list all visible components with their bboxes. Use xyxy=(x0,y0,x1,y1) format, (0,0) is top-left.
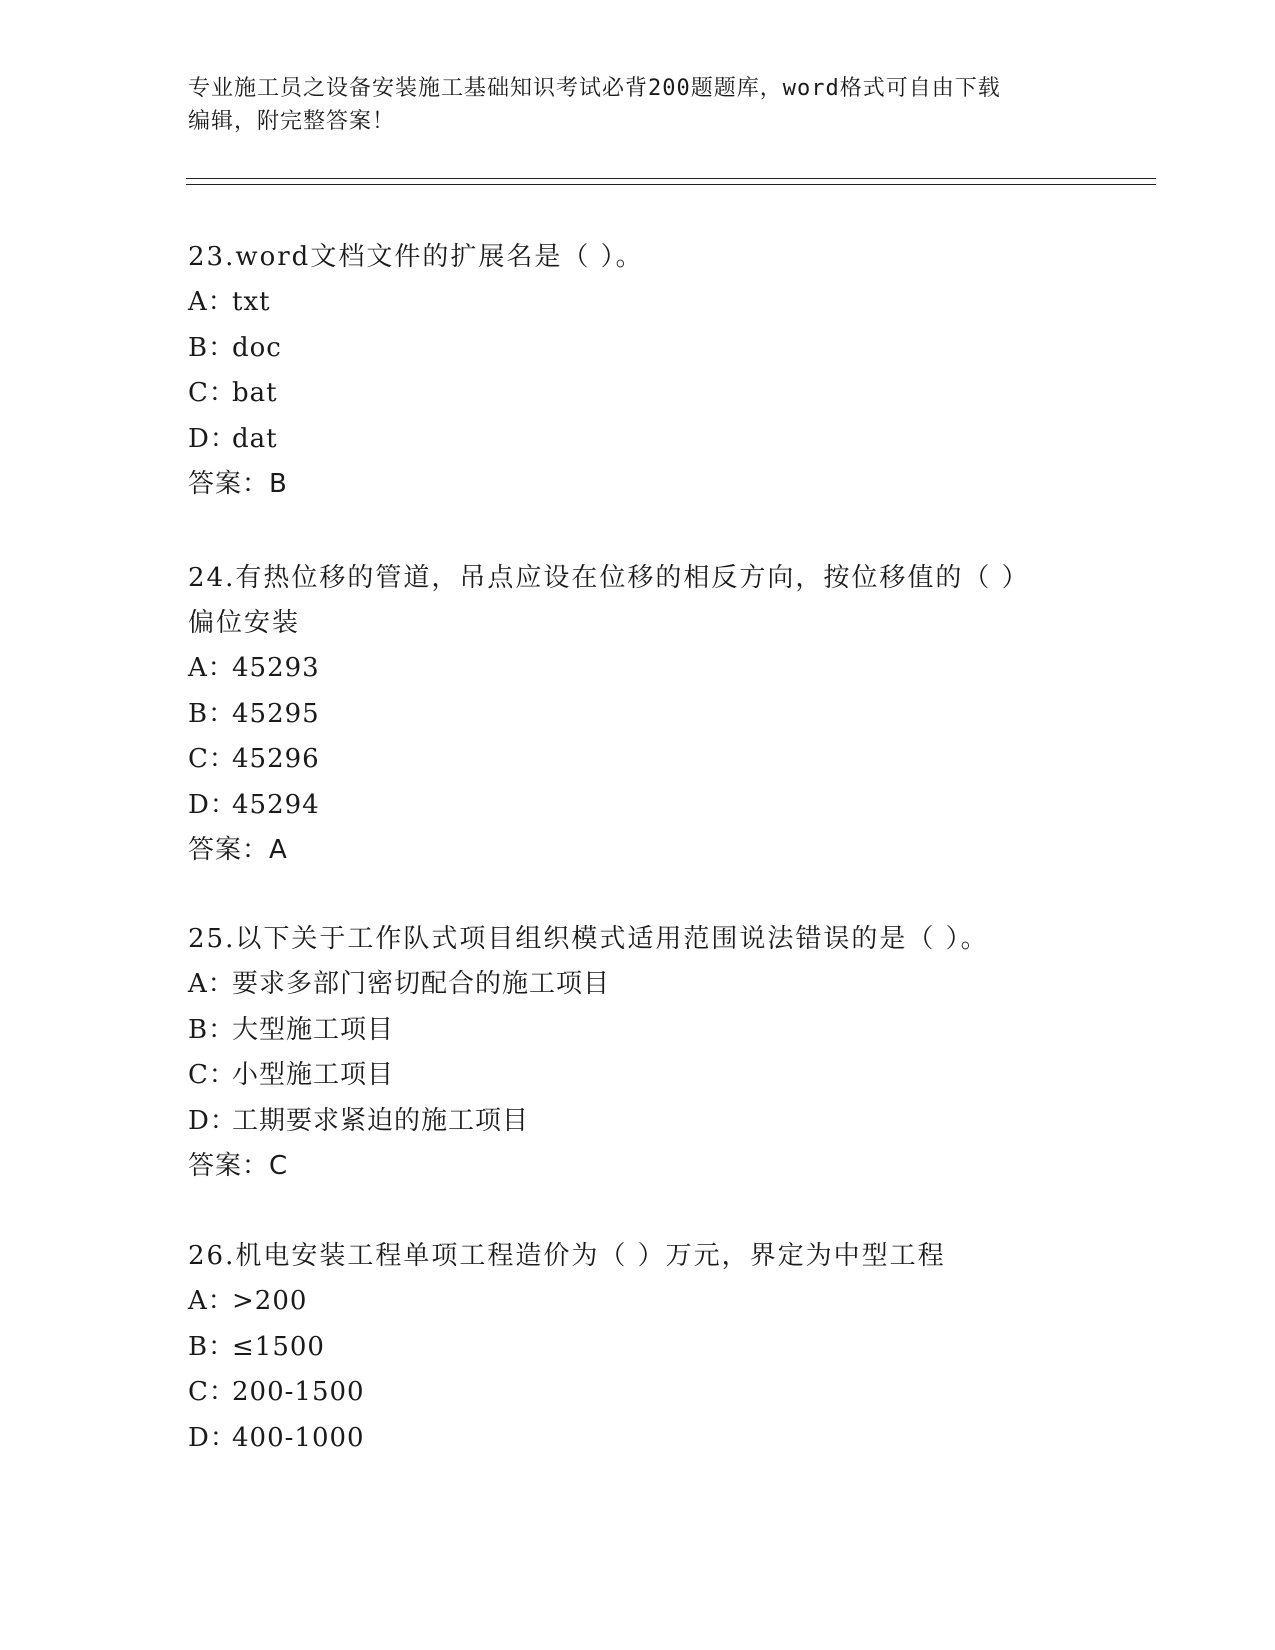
option-text: 45293 xyxy=(232,653,320,683)
question-title: 23.word文档文件的扩展名是（ ）。 xyxy=(188,242,644,272)
header-divider-bottom xyxy=(186,184,1156,185)
option-text: ≤1500 xyxy=(232,1331,325,1362)
option-d xyxy=(188,783,1088,829)
option-text: 小型施工项目 xyxy=(232,1060,395,1090)
option-c xyxy=(188,1053,1088,1099)
option-text: 大型施工项目 xyxy=(232,1014,395,1045)
header-line-1: 专业施工员之设备安装施工基础知识考试必背200题题库，word格式可自由下载 xyxy=(188,76,1001,101)
option-b xyxy=(188,326,1088,372)
question-25 xyxy=(188,917,1088,1188)
option-key: D： xyxy=(188,1422,237,1453)
option-key: A： xyxy=(188,287,235,317)
option-text: doc xyxy=(232,332,282,363)
answer-line: 答案：C xyxy=(188,1151,289,1181)
option-a xyxy=(188,1279,1088,1325)
option-key: B： xyxy=(188,698,236,729)
option-b xyxy=(188,692,1088,738)
option-c xyxy=(188,371,1088,417)
option-text: 45296 xyxy=(232,744,320,774)
question-23 xyxy=(188,235,1088,506)
question-title: 26.机电安装工程单项工程造价为（ ）万元，界定为中型工程 xyxy=(188,1241,946,1271)
option-a xyxy=(188,646,1088,692)
option-b xyxy=(188,1325,1088,1371)
option-key: D： xyxy=(188,789,237,820)
option-a xyxy=(188,280,1088,326)
option-key: C： xyxy=(188,378,236,408)
option-text: 要求多部门密切配合的施工项目 xyxy=(232,969,611,999)
option-d xyxy=(188,417,1088,463)
option-d xyxy=(188,1416,1088,1462)
option-key: B： xyxy=(188,332,236,363)
option-key: D： xyxy=(188,423,237,454)
option-key: C： xyxy=(188,1377,236,1407)
option-key: C： xyxy=(188,744,236,774)
document-header xyxy=(188,72,1068,138)
option-text: dat xyxy=(232,423,278,454)
option-key: C： xyxy=(188,1060,236,1090)
option-text: bat xyxy=(232,378,278,408)
question-24 xyxy=(188,556,1088,872)
question-26 xyxy=(188,1234,1088,1461)
option-key: D： xyxy=(188,1105,237,1136)
option-text: 400-1000 xyxy=(232,1422,365,1453)
option-d xyxy=(188,1099,1088,1145)
option-text: 200-1500 xyxy=(232,1377,365,1407)
option-text: >200 xyxy=(232,1286,308,1316)
option-a xyxy=(188,962,1088,1008)
option-key: A： xyxy=(188,1286,235,1316)
option-text: 45294 xyxy=(232,789,320,820)
header-line-2: 编辑，附完整答案！ xyxy=(188,109,396,134)
answer-line: 答案：A xyxy=(188,835,288,865)
option-key: B： xyxy=(188,1331,236,1362)
option-text: 工期要求紧迫的施工项目 xyxy=(232,1105,530,1136)
option-key: A： xyxy=(188,653,235,683)
option-b xyxy=(188,1008,1088,1054)
option-key: A： xyxy=(188,969,235,999)
option-c xyxy=(188,1370,1088,1416)
question-title: 24.有热位移的管道，吊点应设在位移的相反方向，按位移值的（ ）偏位安装 xyxy=(188,563,1030,638)
option-text: 45295 xyxy=(232,698,320,729)
answer-line: 答案：B xyxy=(188,469,288,499)
option-c xyxy=(188,737,1088,783)
question-title: 25.以下关于工作队式项目组织模式适用范围说法错误的是（ ）。 xyxy=(188,924,989,954)
option-key: B： xyxy=(188,1014,236,1045)
option-text: txt xyxy=(232,287,271,317)
header-divider-top xyxy=(186,178,1156,179)
